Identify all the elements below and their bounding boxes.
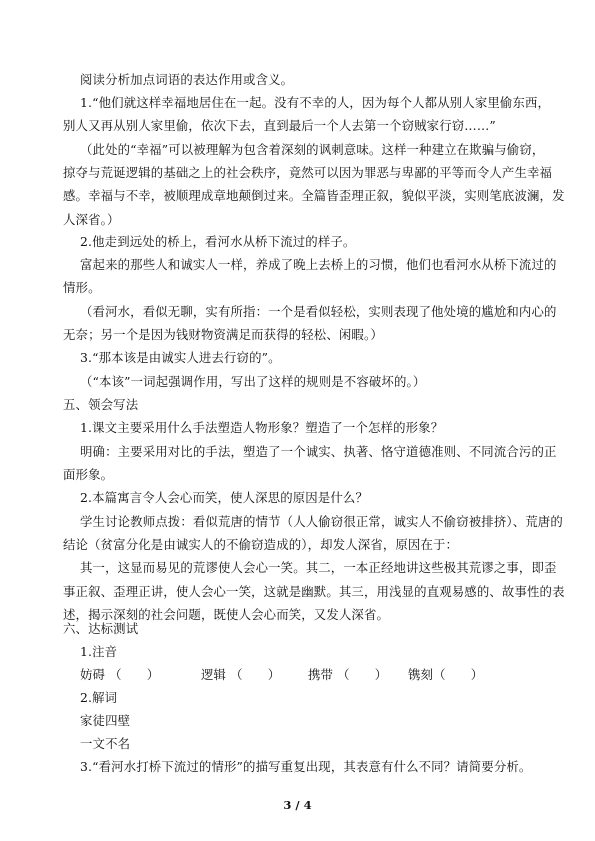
line-q2-note2: 无奈；另一个是因为钱财物资满足而获得的轻松、闲暇。） (63, 327, 383, 342)
line-vocab-item2: 一文不名 (80, 736, 131, 751)
pinyin-item-juanke: 镌刻（ ） (408, 667, 484, 682)
line-q2-body1: 富起来的那些人和诚实人一样，养成了晚上去桥上的习惯，他们也看河水从桥下流过的 (80, 257, 557, 272)
pinyin-row (0, 667, 595, 683)
page-number: 3 / 4 (283, 798, 312, 812)
line-vocab-item1: 家徒四壁 (80, 713, 131, 728)
pinyin-item-fangai: 妨碍 （ ） (80, 667, 160, 682)
line-q2-line: 2.他走到远处的桥上，看河水从桥下流过的样子。 (80, 234, 356, 249)
line-q2-body2: 情形。 (63, 280, 101, 295)
line-item2-answer2: 结论（贫富分化是由诚实人的不偷窃造成的），却发人深省，原因在于： (63, 537, 459, 552)
line-q1-note4: 人深省。） (63, 212, 120, 227)
line-q3-line: 3.“那本该是由诚实人进去行窃的”。 (80, 350, 281, 365)
line-q2-note1: （看河水，看似无聊，实有所指：一个是看似轻松，实则表现了他处境的尴尬和内心的 (80, 304, 557, 319)
line-pinyin-heading: 1.注音 (80, 644, 118, 659)
line-item1-question: 1.课文主要采用什么手法塑造人物形象？塑造了一个怎样的形象？ (80, 420, 444, 435)
line-q1-line2: 别人又再从别人家里偷，依次下去，直到最后一个人去第一个窃贼家行窃……” (63, 118, 496, 133)
line-q1-note3: 感。幸福与不幸，被顺理成章地颠倒过来。全篇皆歪理正叙，貌似平淡，实则笔底波澜，发 (63, 188, 565, 203)
line-item1-answer1: 明确：主要采用对比的手法，塑造了一个诚实、执著、恪守道德准则、不同流合污的正 (80, 444, 557, 459)
pinyin-item-xiedai: 携带 （ ） (308, 667, 388, 682)
line-vocab-heading: 2.解词 (80, 690, 118, 705)
line-item2-answer1: 学生讨论教师点拨：看似荒唐的情节（人人偷窃很正常，诚实人不偷窃被排挤）、荒唐的 (80, 514, 563, 529)
line-q3-note: （“本该”一词起强调作用，写出了这样的规则是不容破坏的。） (80, 374, 426, 389)
line-item1-answer2: 面形象。 (63, 467, 114, 482)
line-q1-note1: （此处的“幸福”可以被理解为包含着深刻的讽刺意味。这样一种建立在欺骗与偷窃， (80, 142, 545, 157)
line-section-five-heading: 五、领会写法 (63, 397, 139, 412)
line-item2-answer5: 述，揭示深刻的社会问题，既使人会心而笑，又发人深省。 (63, 607, 390, 622)
line-item2-answer4: 事正叙、歪理正讲，使人会心一笑，这就是幽默。其三，用浅显的直观易感的、故事性的表 (63, 584, 565, 599)
line-item2-question: 2.本篇寓言令人会心而笑，使人深思的原因是什么？ (80, 490, 369, 505)
line-item2-answer3: 其一，这显而易见的荒谬使人会心一笑。其二，一本正经地讲这些极其荒谬之事，即歪 (80, 560, 557, 575)
line-q1-note2: 掠夺与荒诞逻辑的基础之上的社会秩序，竟然可以因为罪恶与卑鄙的平等而令人产生幸福 (63, 165, 553, 180)
line-section-six-heading: 六、达标测试 (63, 621, 139, 636)
line-q1-line1: 1.“他们就这样幸福地居住在一起。没有不幸的人，因为每个人都从别人家里偷东西， (80, 95, 551, 110)
line-question3: 3.“看河水打桥下流过的情形”的描写重复出现，其表意有什么不同？请简要分析。 (80, 759, 532, 774)
line-intro: 阅读分析加点词语的表达作用或含义。 (80, 72, 294, 87)
pinyin-item-luoji: 逻辑 （ ） (201, 667, 281, 682)
